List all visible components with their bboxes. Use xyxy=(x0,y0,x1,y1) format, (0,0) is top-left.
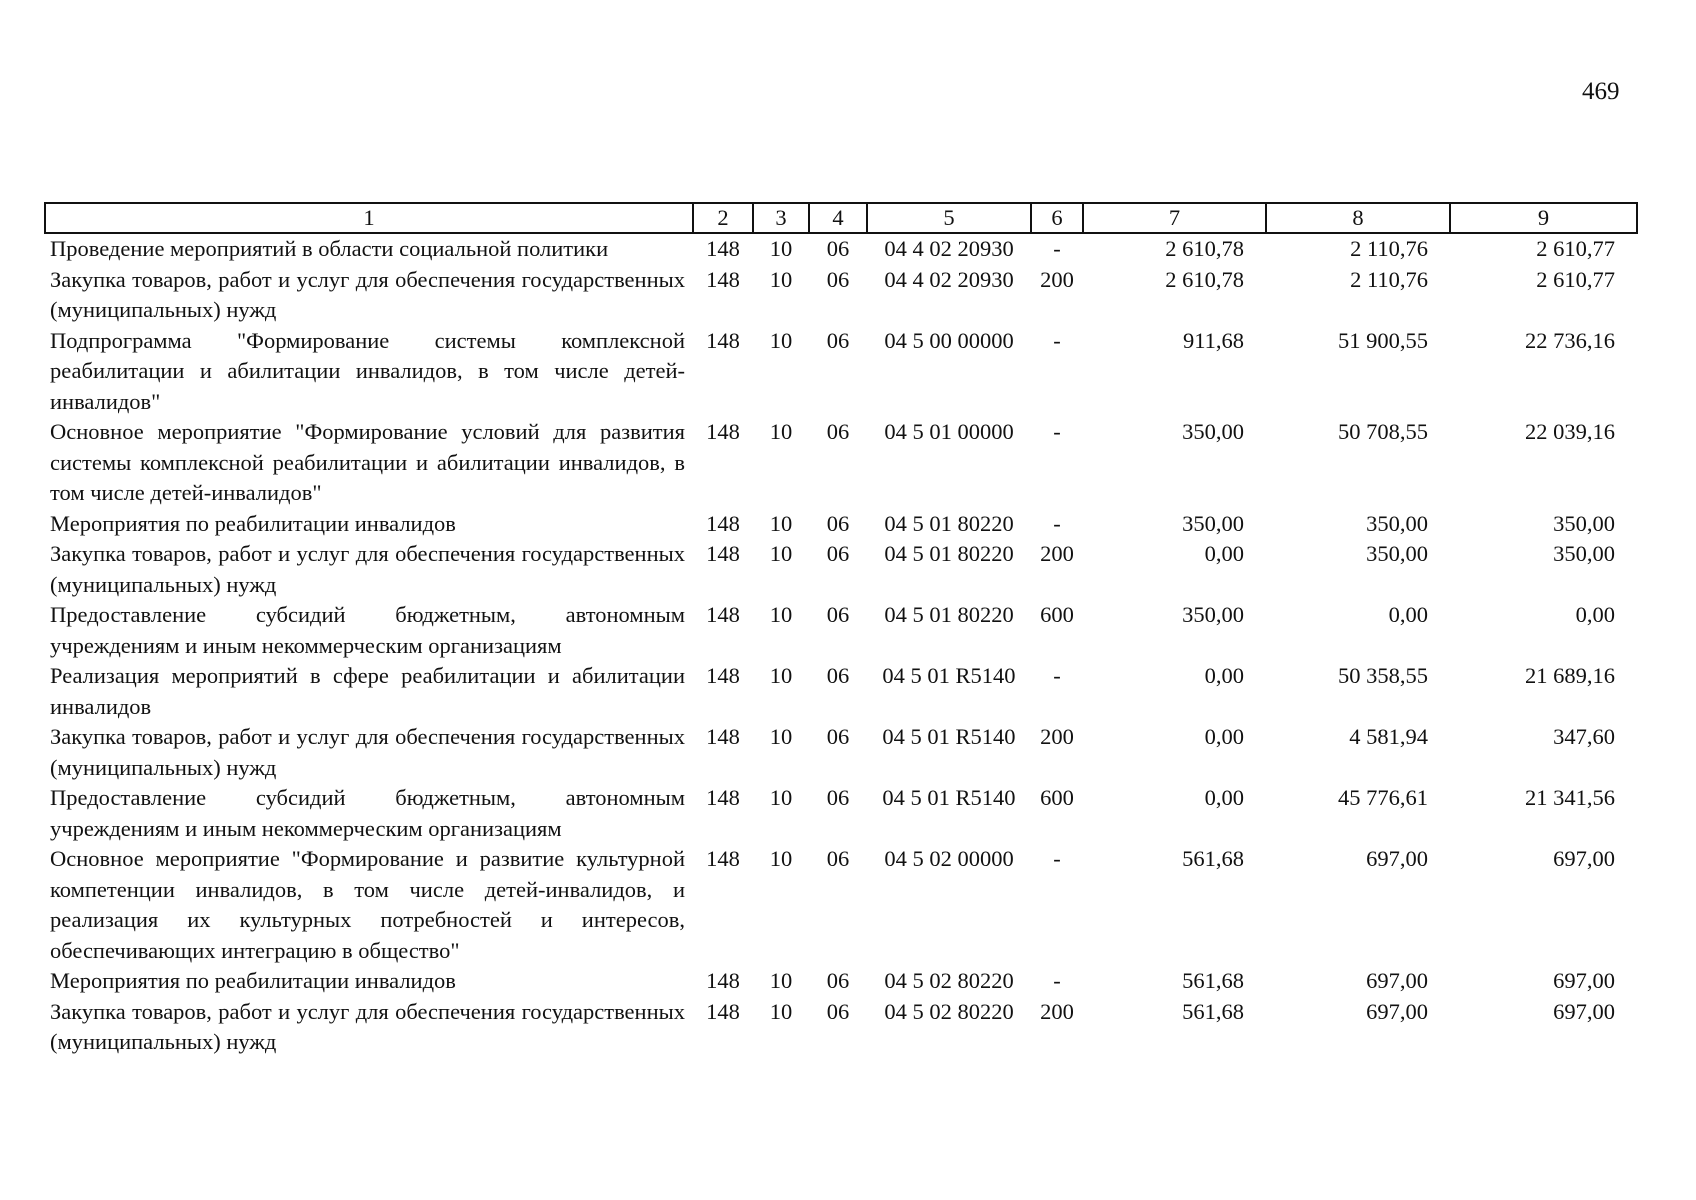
row-sum-9: 22 736,16 xyxy=(1525,327,1615,353)
table-row xyxy=(45,722,1637,783)
row-sum-7: 350,00 xyxy=(1182,602,1244,627)
row-sum-7: 561,68 xyxy=(1182,846,1244,871)
row-expense-type: - xyxy=(1053,327,1061,353)
row-sum-9: 350,00 xyxy=(1553,541,1615,566)
row-target-article: 04 5 01 R5140 xyxy=(882,663,1016,688)
row-admin-code: 148 xyxy=(706,236,740,261)
row-subsection: 06 xyxy=(826,236,850,261)
column-header: 1 xyxy=(45,203,693,233)
row-subsection: 06 xyxy=(826,663,850,688)
row-name: Закупка товаров, работ и услуг для обеспечения государственных (муниципальных) нужд xyxy=(50,541,685,597)
row-target-article: 04 4 02 20930 xyxy=(884,266,1014,292)
row-admin-code: 148 xyxy=(706,541,740,566)
row-target-article: 04 5 02 80220 xyxy=(884,968,1014,993)
row-name: Основное мероприятие "Формирование условий для развития системы комплексной реабилитации и абилитации инвалидов, в том числе детей-инвалидов" xyxy=(50,419,685,505)
row-subsection: 06 xyxy=(826,510,850,536)
row-admin-code: 148 xyxy=(706,998,740,1024)
row-sum-8: 697,00 xyxy=(1366,998,1428,1024)
row-expense-type: 600 xyxy=(1040,602,1074,627)
row-target-article: 04 5 01 R5140 xyxy=(882,724,1016,749)
row-sum-9: 21 341,56 xyxy=(1525,785,1615,810)
row-name: Закупка товаров, работ и услуг для обеспечения государственных (муниципальных) нужд xyxy=(50,724,685,780)
row-section: 10 xyxy=(769,968,793,993)
row-sum-9: 22 039,16 xyxy=(1525,419,1615,444)
table-row xyxy=(45,966,1637,997)
row-section: 10 xyxy=(769,998,793,1024)
row-subsection: 06 xyxy=(826,724,850,749)
table-row xyxy=(45,600,1637,661)
table-row xyxy=(45,844,1637,966)
row-sum-8: 50 358,55 xyxy=(1338,663,1428,688)
row-sum-9: 2 610,77 xyxy=(1536,236,1615,261)
row-subsection: 06 xyxy=(826,846,850,871)
row-expense-type: - xyxy=(1053,419,1061,444)
row-sum-8: 350,00 xyxy=(1366,510,1428,536)
row-sum-8: 697,00 xyxy=(1366,968,1428,993)
column-header: 9 xyxy=(1450,203,1637,233)
row-name: Мероприятия по реабилитации инвалидов xyxy=(50,968,456,993)
row-name: Предоставление субсидий бюджетным, автономным учреждениям и иным некоммерческим организациям xyxy=(50,785,685,841)
row-section: 10 xyxy=(769,785,793,810)
row-sum-8: 697,00 xyxy=(1366,846,1428,871)
row-admin-code: 148 xyxy=(706,724,740,749)
row-sum-8: 350,00 xyxy=(1366,541,1428,566)
row-subsection: 06 xyxy=(826,266,850,292)
row-expense-type: - xyxy=(1053,846,1061,871)
row-admin-code: 148 xyxy=(706,968,740,993)
row-sum-8: 0,00 xyxy=(1388,602,1428,627)
column-header: 6 xyxy=(1031,203,1083,233)
row-name: Основное мероприятие "Формирование и развитие культурной компетенции инвалидов, в том числе детей-инвалидов, и реализация их культурных потребностей и интересов, обеспечивающих интеграцию в общество" xyxy=(50,846,685,963)
row-name: Подпрограмма "Формирование системы комплексной реабилитации и абилитации инвалидов, в том числе детей-инвалидов" xyxy=(50,327,685,414)
row-subsection: 06 xyxy=(826,541,850,566)
table-row xyxy=(45,326,1637,418)
row-subsection: 06 xyxy=(826,419,850,444)
table-row xyxy=(45,509,1637,540)
row-sum-9: 347,60 xyxy=(1553,724,1615,749)
row-sum-7: 2 610,78 xyxy=(1165,236,1244,261)
row-sum-7: 0,00 xyxy=(1204,724,1244,749)
row-target-article: 04 4 02 20930 xyxy=(884,236,1014,261)
row-admin-code: 148 xyxy=(706,419,740,444)
row-section: 10 xyxy=(769,419,793,444)
budget-table xyxy=(44,202,1638,1058)
row-sum-9: 697,00 xyxy=(1553,998,1615,1024)
row-sum-9: 2 610,77 xyxy=(1536,266,1615,292)
row-sum-9: 21 689,16 xyxy=(1525,663,1615,688)
row-name: Мероприятия по реабилитации инвалидов xyxy=(50,510,456,536)
row-section: 10 xyxy=(769,541,793,566)
row-sum-8: 2 110,76 xyxy=(1350,236,1428,261)
row-sum-7: 350,00 xyxy=(1182,510,1244,536)
row-sum-9: 697,00 xyxy=(1553,846,1615,871)
row-sum-8: 4 581,94 xyxy=(1349,724,1428,749)
table-row xyxy=(45,265,1637,326)
column-header: 2 xyxy=(693,203,753,233)
row-section: 10 xyxy=(769,510,793,536)
column-header: 8 xyxy=(1266,203,1450,233)
row-name: Закупка товаров, работ и услуг для обеспечения государственных (муниципальных) нужд xyxy=(50,266,685,322)
row-sum-7: 0,00 xyxy=(1204,541,1244,566)
table-row xyxy=(45,783,1637,844)
row-section: 10 xyxy=(769,724,793,749)
row-section: 10 xyxy=(769,602,793,627)
row-section: 10 xyxy=(769,236,793,261)
row-subsection: 06 xyxy=(826,785,850,810)
row-subsection: 06 xyxy=(826,602,850,627)
row-section: 10 xyxy=(769,327,793,353)
row-sum-8: 2 110,76 xyxy=(1350,266,1428,292)
row-section: 10 xyxy=(769,846,793,871)
row-subsection: 06 xyxy=(826,327,850,353)
column-header: 5 xyxy=(867,203,1031,233)
row-section: 10 xyxy=(769,266,793,292)
row-name: Проведение мероприятий в области социальной политики xyxy=(50,236,609,261)
row-expense-type: 200 xyxy=(1040,724,1074,749)
row-target-article: 04 5 02 80220 xyxy=(884,998,1014,1024)
row-target-article: 04 5 01 80220 xyxy=(884,510,1014,536)
column-number-header xyxy=(45,203,1637,233)
row-expense-type: - xyxy=(1053,663,1061,688)
row-name: Реализация мероприятий в сфере реабилитации и абилитации инвалидов xyxy=(50,663,685,719)
table-row xyxy=(45,997,1637,1058)
column-header: 4 xyxy=(809,203,867,233)
row-target-article: 04 5 01 00000 xyxy=(884,419,1014,444)
row-expense-type: 200 xyxy=(1040,998,1074,1024)
row-name: Закупка товаров, работ и услуг для обеспечения государственных (муниципальных) нужд xyxy=(50,998,685,1054)
row-sum-8: 50 708,55 xyxy=(1338,419,1428,444)
row-subsection: 06 xyxy=(826,998,850,1024)
row-section: 10 xyxy=(769,663,793,688)
row-sum-7: 0,00 xyxy=(1204,663,1244,688)
row-sum-9: 697,00 xyxy=(1553,968,1615,993)
row-sum-8: 45 776,61 xyxy=(1338,785,1428,810)
row-admin-code: 148 xyxy=(706,846,740,871)
row-sum-7: 911,68 xyxy=(1182,327,1244,353)
row-admin-code: 148 xyxy=(706,602,740,627)
row-admin-code: 148 xyxy=(706,785,740,810)
row-target-article: 04 5 00 00000 xyxy=(884,327,1014,353)
table-row xyxy=(45,661,1637,722)
row-target-article: 04 5 01 80220 xyxy=(884,602,1014,627)
row-sum-7: 561,68 xyxy=(1182,998,1244,1024)
row-sum-7: 0,00 xyxy=(1204,785,1244,810)
table-row xyxy=(45,417,1637,509)
column-header: 7 xyxy=(1083,203,1266,233)
row-sum-7: 350,00 xyxy=(1182,419,1244,444)
table-row xyxy=(45,233,1637,265)
row-admin-code: 148 xyxy=(706,510,740,536)
row-admin-code: 148 xyxy=(706,327,740,353)
row-admin-code: 148 xyxy=(706,663,740,688)
row-target-article: 04 5 02 00000 xyxy=(884,846,1014,871)
row-target-article: 04 5 01 80220 xyxy=(884,541,1014,566)
row-target-article: 04 5 01 R5140 xyxy=(882,785,1016,810)
column-header: 3 xyxy=(753,203,809,233)
row-expense-type: - xyxy=(1053,510,1061,536)
row-admin-code: 148 xyxy=(706,266,740,292)
row-expense-type: - xyxy=(1053,236,1061,261)
row-sum-7: 2 610,78 xyxy=(1165,266,1244,292)
row-sum-9: 0,00 xyxy=(1575,602,1615,627)
row-expense-type: 200 xyxy=(1040,541,1074,566)
row-expense-type: 200 xyxy=(1040,266,1074,292)
row-sum-8: 51 900,55 xyxy=(1338,327,1428,353)
row-subsection: 06 xyxy=(826,968,850,993)
row-sum-9: 350,00 xyxy=(1553,510,1615,536)
row-sum-7: 561,68 xyxy=(1182,968,1244,993)
page-number: 469 xyxy=(1582,78,1620,105)
row-expense-type: 600 xyxy=(1040,785,1074,810)
row-expense-type: - xyxy=(1053,968,1061,993)
row-name: Предоставление субсидий бюджетным, автономным учреждениям и иным некоммерческим организациям xyxy=(50,602,685,658)
table-row xyxy=(45,539,1637,600)
